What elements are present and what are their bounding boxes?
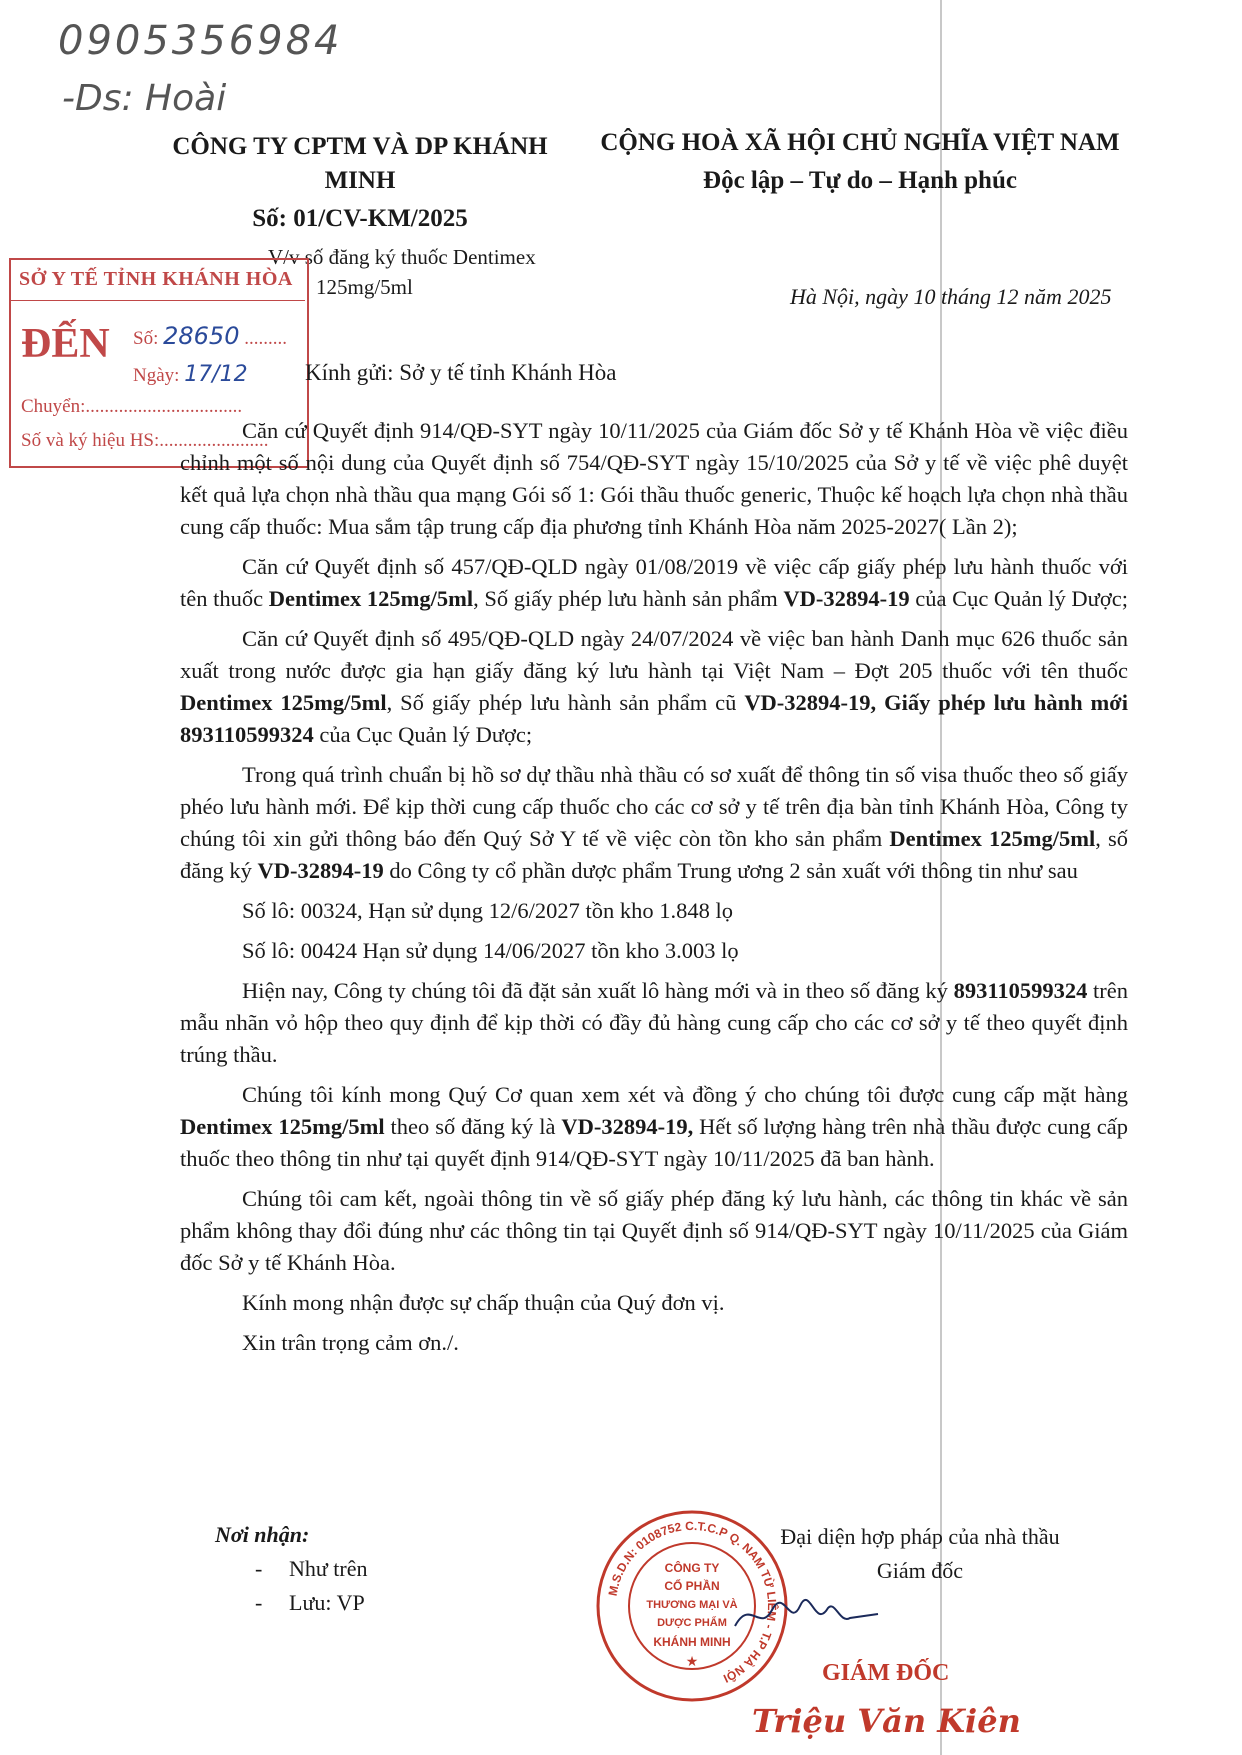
lot-line-2: Số lô: 00424 Hạn sử dụng 14/06/2027 tồn kho 3.003 lọ	[242, 938, 739, 963]
seal-line-5: KHÁNH MINH	[653, 1635, 731, 1649]
paragraph-1: Căn cứ Quyết định 914/QĐ-SYT ngày 10/11/2025 của Giám đốc Sở y tế Khánh Hòa về việc điều chỉnh một số nội dung của Quyết định số 754/QĐ-SYT ngày 15/10/2025 của Sở y tế về việc phê duyệt kết quả lựa chọn nhà thầu qua mạng Gói số 1: Gói thầu thuốc generic, Thuộc kế hoạch lựa chọn nhà thầu cung cấp thuốc: Mua sắm tập trung cấp địa phương tỉnh Khánh Hòa năm 2025-2027( Lần 2);	[180, 418, 1128, 539]
seal-line-1: CÔNG TY	[664, 1561, 720, 1575]
nation-title: CỘNG HOÀ XÃ HỘI CHỦ NGHĨA VIỆT NAM	[600, 129, 1120, 156]
subject-line2: 125mg/5ml	[316, 275, 413, 299]
stamp-so-value: 28650	[163, 322, 240, 350]
recipient-line: Kính gửi: Sở y tế tỉnh Khánh Hòa	[305, 360, 617, 385]
issue-date: Hà Nội, ngày 10 tháng 12 năm 2025	[790, 284, 1112, 309]
paragraph-2: Căn cứ Quyết định số 457/QĐ-QLD ngày 01/08/2019 về việc cấp giấy phép lưu hành thuốc với tên thuốc Dentimex 125mg/5ml, Số giấy phép lưu hành sản phẩm VD-32894-19 của Cục Quản lý Dược;	[180, 554, 1129, 611]
seal-line-4: DƯỢC PHẨM	[657, 1617, 727, 1629]
letter-body	[180, 415, 1128, 1367]
seal-star-icon: ★	[685, 1653, 699, 1669]
paragraph-4: Trong quá trình chuẩn bị hồ sơ dự thầu nhà thầu có sơ xuất để thông tin số visa thuốc theo số giấy phéo lưu hành mới. Để kịp thời cung cấp thuốc cho các cơ sở y tế trên địa bàn tỉnh Khánh Hòa, Công ty chúng tôi xin gửi thông báo đến Quý Sở Y tế về việc còn tồn kho sản phẩm Dentimex 125mg/5ml, số đăng ký VD-32894-19 do Công ty cổ phần dược phẩm Trung ương 2 sản xuất với thông tin như sau	[180, 762, 1128, 883]
stamp-chuyen-row: Chuyển:.................................	[21, 396, 243, 417]
position-title: Giám đốc	[876, 1558, 964, 1583]
signer-name: Triệu Văn Kiên	[752, 1702, 1021, 1740]
stamp-so-label: Số:	[133, 328, 159, 349]
stamp-org: SỞ Y TẾ TỈNH KHÁNH HÒA	[19, 268, 293, 290]
paragraph-8: Kính mong nhận được sự chấp thuận của Quý đơn vị.	[242, 1290, 725, 1315]
recipients-title: Nơi nhận:	[215, 1522, 310, 1547]
signer-position-stamp: GIÁM ĐỐC	[822, 1660, 950, 1686]
stamp-chuyen-label: Chuyển:	[21, 396, 86, 417]
nation-block	[600, 126, 1120, 198]
paragraph-3: Căn cứ Quyết định số 495/QĐ-QLD ngày 24/07/2024 về việc ban hành Danh mục 626 thuốc sản xuất trong nước được gia hạn giấy đăng ký lưu hành tại Việt Nam – Đợt 205 thuốc với tên thuốc Dentimex 125mg/5ml, Số giấy phép lưu hành sản phẩm cũ VD-32894-19, Giấy phép lưu hành mới 893110599324 của Cục Quản lý Dược;	[180, 626, 1128, 747]
stamp-label: ĐẾN	[21, 321, 110, 367]
stamp-ngay-value: 17/12	[184, 362, 248, 387]
stamp-divider	[11, 300, 305, 301]
handwritten-phone: 0905356984	[58, 18, 343, 64]
company-name-line2: MINH	[324, 167, 396, 194]
company-name-line1: CÔNG TY CPTM VÀ DP KHÁNH	[172, 133, 548, 160]
recipient-item-1: - Như trên	[255, 1556, 368, 1581]
paragraph-6: Chúng tôi kính mong Quý Cơ quan xem xét và đồng ý cho chúng tôi được cung cấp mặt hàng Dentimex 125mg/5ml theo số đăng ký là VD-32894-19, Hết số lượng hàng trên nhà thầu được cung cấp thuốc theo thông tin như tại quyết định 914/QĐ-SYT ngày 10/11/2025 đã ban hành.	[180, 1082, 1128, 1171]
paragraph-9: Xin trân trọng cảm ơn./.	[242, 1330, 459, 1355]
doc-number: Số: 01/CV-KM/2025	[252, 205, 468, 232]
stamp-hs-label: Số và ký hiệu HS:	[21, 430, 160, 451]
recipients-block	[215, 1518, 368, 1620]
stamp-so-row: Số: 28650 .........	[133, 322, 287, 350]
motto: Độc lập – Tự do – Hạnh phúc	[703, 167, 1017, 194]
issuer-block	[140, 130, 580, 236]
seal-line-2: CỔ PHẦN	[664, 1579, 720, 1593]
subject-line1: V/v số đăng ký thuốc Dentimex	[268, 245, 536, 269]
lot-line-1: Số lô: 00324, Hạn sử dụng 12/6/2027 tồn kho 1.848 lọ	[242, 898, 733, 923]
signature-block	[760, 1520, 1080, 1588]
handwritten-signature	[730, 1588, 880, 1642]
paragraph-7: Chúng tôi cam kết, ngoài thông tin về số giấy phép đăng ký lưu hành, các thông tin khác về sản phẩm không thay đổi đúng như các thông tin tại Quyết định số 914/QĐ-SYT ngày 10/11/2025 của Giám đốc Sở y tế Khánh Hòa.	[180, 1186, 1128, 1275]
paragraph-5: Hiện nay, Công ty chúng tôi đã đặt sản xuất lô hàng mới và in theo số đăng ký 893110599324 trên mẫu nhãn vỏ hộp theo quy định để kịp thời có đầy đủ hàng cung cấp cho các cơ sở y tế theo quyết định trúng thầu.	[180, 978, 1128, 1067]
stamp-ngay-label: Ngày:	[133, 365, 180, 386]
stamp-hs-row: Số và ký hiệu HS:.......................	[21, 430, 269, 451]
stamp-ngay-row	[133, 362, 248, 387]
seal-ring-text: M.S.D.N: 0108752 C.T.C.P Q. NAM TỪ LIÊM - T.P HÀ NỘI	[605, 1518, 780, 1686]
handwritten-note: -Ds: Hoài	[62, 78, 227, 119]
recipient-item-2: - Lưu: VP	[255, 1590, 365, 1615]
seal-line-3: THƯƠNG MẠI VÀ	[646, 1599, 738, 1611]
representative-title: Đại diện hợp pháp của nhà thầu	[780, 1524, 1060, 1549]
